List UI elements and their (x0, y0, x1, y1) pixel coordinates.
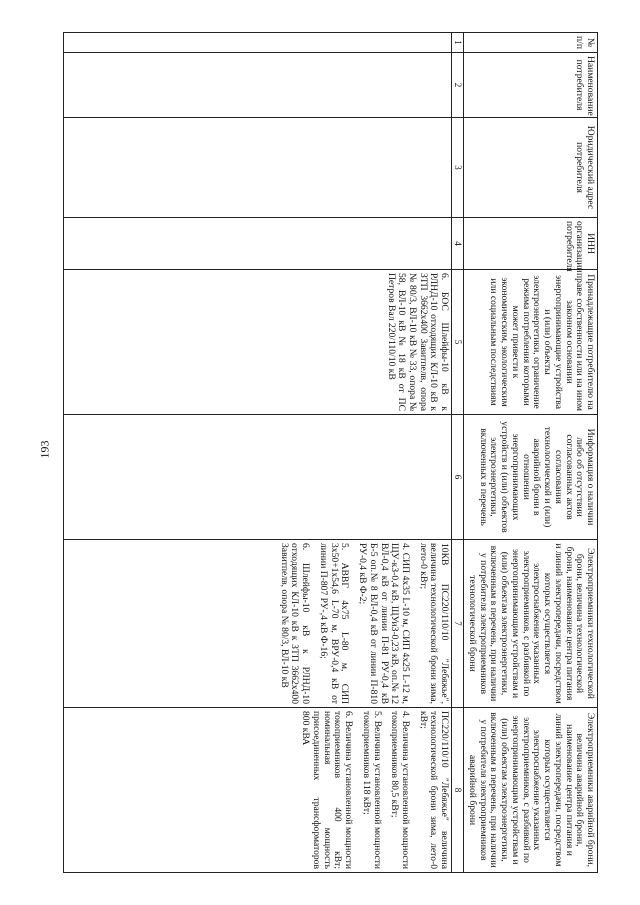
header-legal-address: Юридический адрес потребителя (464, 118, 598, 218)
cell-consumer-name (64, 53, 452, 118)
column-number: 3 (452, 118, 464, 218)
cell-devices: 6. БОС Шлейфы-10 кВ к РЛНД-10 отходящих КЛ-10 кВ к ЗТП 3662х400 Завитпелв, опора № 80/3, ВЛ-10 кВ № 33, опора № 58, ВЛ-10 кВ № 18 кВ от ПС Петров Вал 220/110/10 кВ (64, 270, 452, 415)
column-number: 2 (452, 53, 464, 118)
cell-number (64, 33, 452, 53)
column-number: 6 (452, 415, 464, 540)
cell-technological-reserve (64, 540, 452, 708)
header-acts-info: Информация о наличии либо об отсутствии согласованных актов согласования технологической и (или) аварийной брони в отношении энергопринимающих устройств и (или) объектов электроэнергетики, включенных в перечень (464, 415, 598, 540)
cell-inn (64, 218, 452, 270)
cell-acts-info (64, 415, 452, 540)
tech-reserve-item: 4. СИП 4х35 L-10 м, СИП 4х25 L-12 м, ЩУ-кЗ-0,4 кВ, ЩУиЗ-0,23 кВ, оп.№ 12 ВЛ-0,4 кВ от линии П-81 РУ-0,4 кВ Б-5 оп.№ 8 ВЛ-0,4 кВ от линии П-810 РУ-0,4 кВ Ф-2; (357, 543, 411, 704)
header-number: № п/п (464, 33, 598, 53)
header-emergency-reserve: Электроприемники аварийной брони, величина аварийной брони, наименование центра питания и линий электропередачи, посредством которых осуществляется электроснабжение указанных электроприемников, с разбивкой по энергопринимающим устройствам и (или) объектам электроэнергетики, включенным в перечень, при наличии у потребителя электроприемников аварийной брони (464, 708, 598, 873)
consumer-reservation-table (63, 32, 598, 873)
header-devices: Принадлежащие потребителю на праве собственности или на ином законном основании энергопринимающие устройства и (или) объекты электроэнергетики, ограничение режима потребления которыми может привести к экономическим, экологическим или социальным последствиям (464, 270, 598, 415)
emergency-reserve-item: 4. Величина установленной мощности токоприемников 80,5 кВт; (389, 711, 411, 869)
column-number: 5 (452, 270, 464, 415)
cell-legal-address (64, 118, 452, 218)
emergency-reserve-item: 5. Величина установленной мощности токоприемников 118 кВт; (360, 711, 383, 869)
header-consumer-name: Наименование потребителя (464, 53, 598, 118)
table-row (64, 33, 452, 873)
header-inn: ИНН организации потребителя (464, 218, 598, 270)
header-technological-reserve: Электроприемники технологической брони, величина технологической брони, наименование центра питания и линий электропередачи, посредством которых осуществляется электроснабжение указанных электроприемников, с разбивкой по энергопринимающим устройствам и (или) объектам электроэнергетики, включенным в перечень, при наличии у потребителя электроприемников технологической брони (464, 540, 598, 708)
tech-reserve-item: 6. Шлейфы-10 кВ к РЛНД-10 отходящих КЛ-10 кВ к ЗТП 3662х400 Завитпелв, опора № 80/3, ВЛ-10 кВ (278, 543, 312, 704)
tech-reserve-item: 10КВ ПС220/110/10 "Лебяжье", величина технологической брони зима, лето-0 кВт; (417, 543, 451, 704)
column-number: 7 (452, 540, 464, 708)
table-header-row (464, 33, 598, 873)
column-number-row (452, 33, 464, 873)
emergency-reserve-item: 6. Величина установленной мощности токоприемников 400 кВт; номинальная мощность присоединенных трансформаторов 800 кВА (300, 711, 355, 869)
column-number: 8 (452, 708, 464, 873)
column-number: 1 (452, 33, 464, 53)
emergency-reserve-item: ПС220/110/10 "Лебяжье" величина технологической брони зима, лето-0 кВт; (417, 711, 451, 869)
tech-reserve-item: 5. АВВГ 4х75 L-80 м, СИП 3х50+1х54,6 L-70 м, ВРУ-0,4 кВ от линии П-807 РУ-,4 кВ Ф-16; (317, 543, 351, 704)
column-number: 4 (452, 218, 464, 270)
rotated-table-container (63, 32, 598, 872)
page-number: 193 (37, 440, 52, 459)
cell-emergency-reserve (64, 708, 452, 873)
